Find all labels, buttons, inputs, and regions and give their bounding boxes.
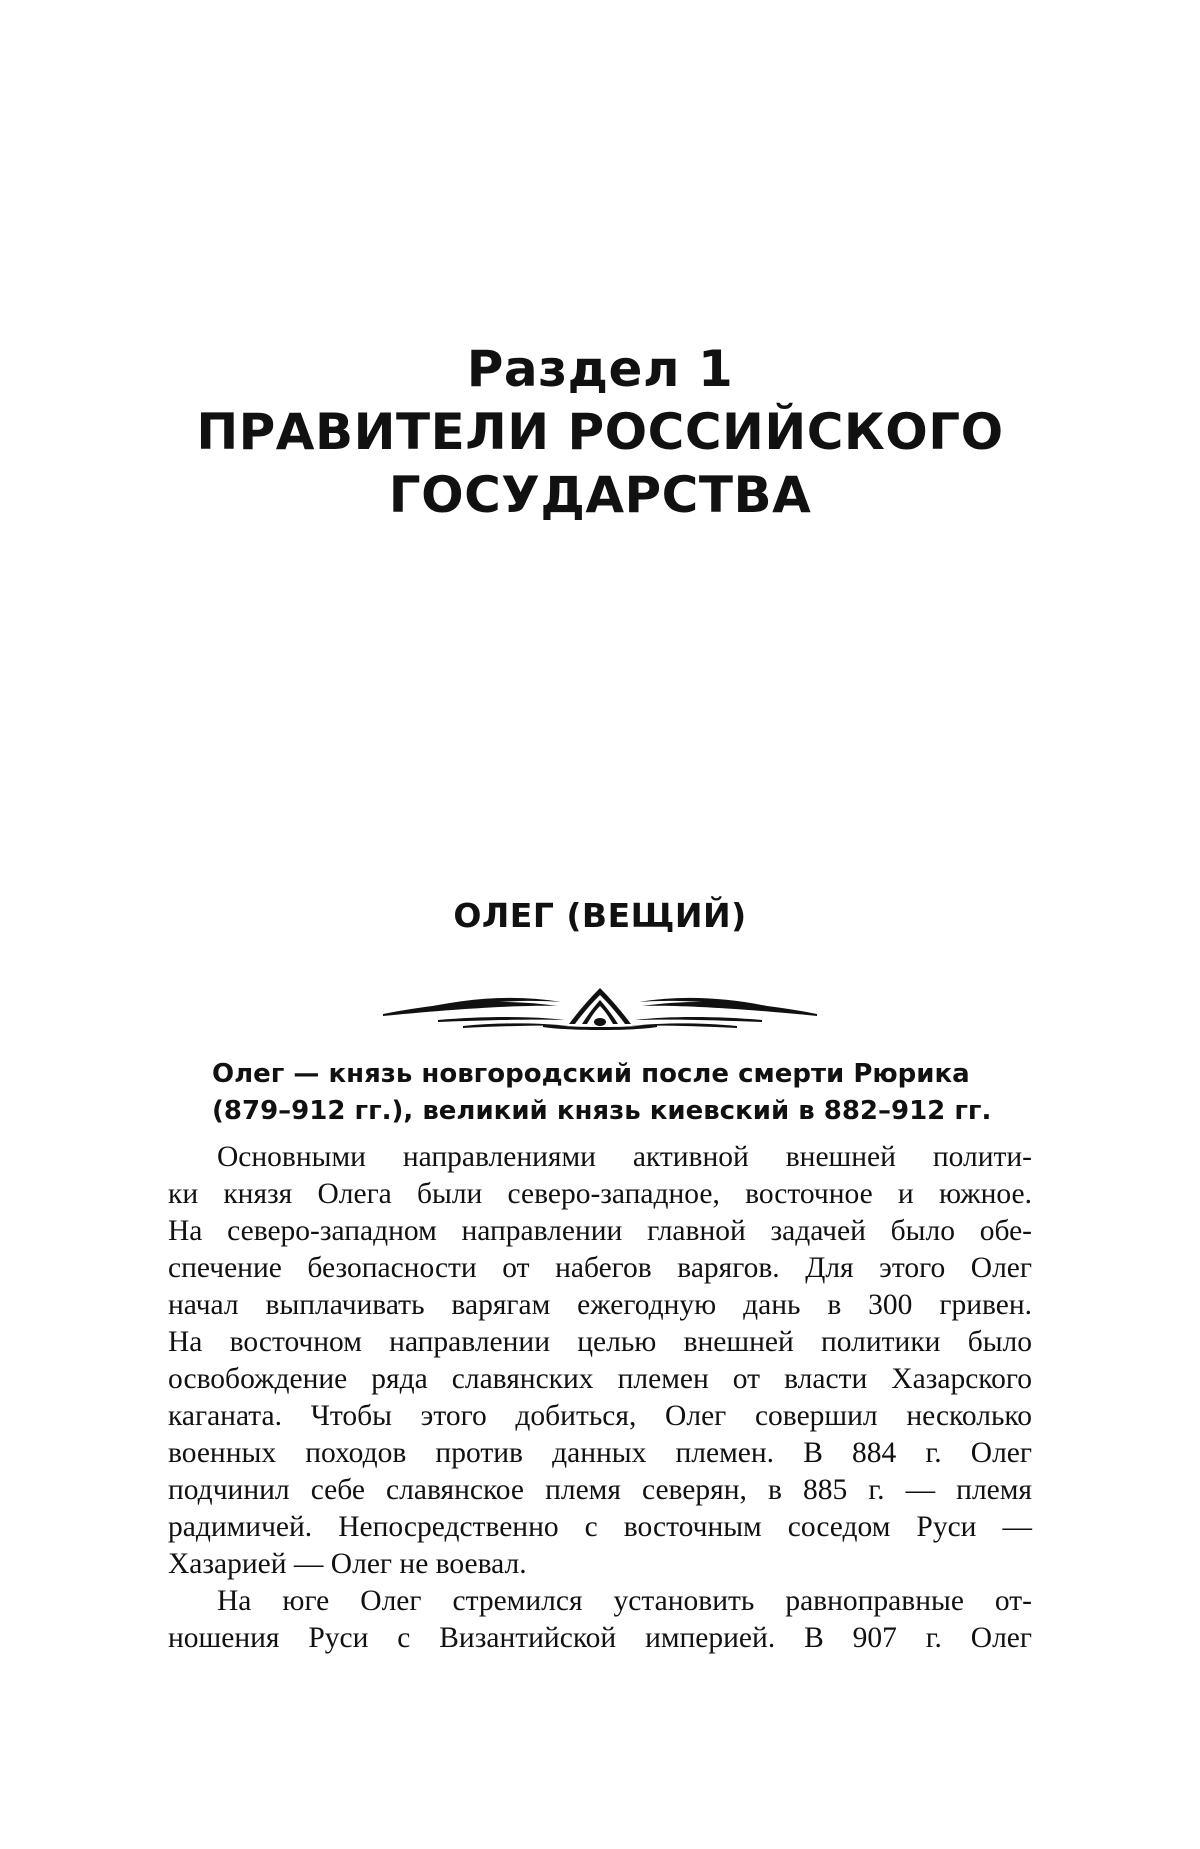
- text-line: На северо-западном направлении главной задачей было обе-: [168, 1215, 1032, 1247]
- text-line: военных походов против данных племен. В 884 г. Олег: [168, 1437, 1032, 1469]
- text-line: радимичей. Непосредственно с восточным соседом Руси —: [168, 1511, 1032, 1543]
- text-line: ки князя Олега были северо-западное, восточное и южное.: [168, 1178, 1032, 1210]
- section-title-line-2: ГОСУДАРСТВА: [388, 466, 812, 524]
- section-number: Раздел 1: [466, 340, 734, 398]
- text-line: Хазарией — Олег не воевал.: [168, 1548, 527, 1580]
- section-heading: [0, 338, 1200, 527]
- paragraph-2: [168, 1583, 1032, 1657]
- lead-line-2: (879–912 гг.), великий князь киевский в 882–912 гг.: [212, 1096, 992, 1126]
- body-text: [168, 1139, 1032, 1657]
- text-line: каганата. Чтобы этого добиться, Олег совершил несколько: [168, 1400, 1032, 1432]
- text-line: начал выплачивать варягам ежегодную дань в 300 гривен.: [168, 1289, 1032, 1321]
- section-title-line-1: ПРАВИТЕЛИ РОССИЙСКОГО: [196, 403, 1004, 461]
- chapter-title: ОЛЕГ (ВЕЩИЙ): [453, 896, 747, 935]
- text-line: ношения Руси с Византийской империей. В 907 г. Олег: [168, 1622, 1032, 1654]
- text-line: На юге Олег стремился установить равноправные от-: [217, 1585, 1032, 1617]
- paragraph-1: [168, 1139, 1032, 1583]
- text-line: На восточном направлении целью внешней политики было: [168, 1326, 1032, 1358]
- flourish-divider-icon: [383, 980, 817, 1040]
- text-line: Основными направлениями активной внешней полити-: [217, 1141, 1032, 1173]
- lead-line-1: Олег — князь новгородский после смерти Рюрика: [212, 1059, 970, 1089]
- text-line: подчинил себе славянское племя северян, в 885 г. — племя: [168, 1474, 1032, 1506]
- text-line: освобождение ряда славянских племен от власти Хазарского: [168, 1363, 1032, 1395]
- text-line: спечение безопасности от набегов варягов. Для этого Олег: [168, 1252, 1032, 1284]
- lead-summary: [212, 1056, 1032, 1130]
